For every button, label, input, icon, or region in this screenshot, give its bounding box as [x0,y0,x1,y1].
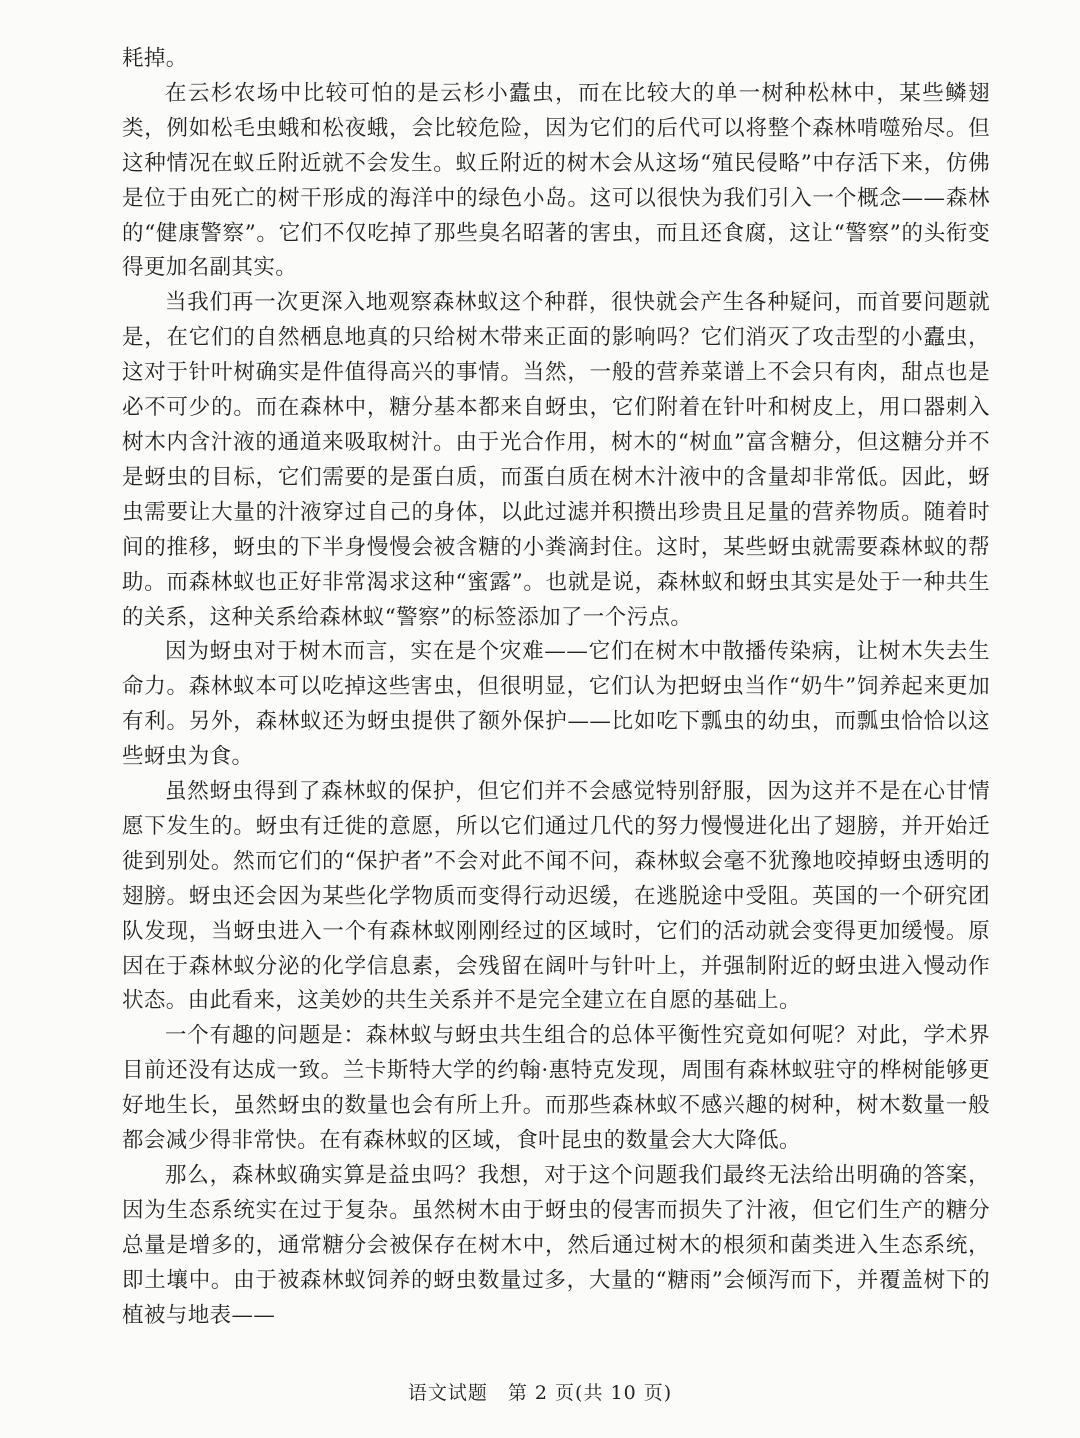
paragraph-1: 在云杉农场中比较可怕的是云杉小蠹虫，而在比较大的单一树种松林中，某些鳞翅类，例如松毛虫蛾和松夜蛾，会比较危险，因为它们的后代可以将整个森林啃噬殆尽。但这种情况在蚁丘附近就不会发生。蚁丘附近的树木会从这场“殖民侵略”中存活下来，仿佛是位于由死亡的树干形成的海洋中的绿色小岛。这可以很快为我们引入一个概念——森林的“健康警察”。它们不仅吃掉了那些臭名昭著的害虫，而且还食腐，这让“警察”的头衔变得更加名副其实。 [122,80,990,281]
paragraph-continuation: 耗掉。 [122,46,188,71]
article-body [122,42,990,1334]
paragraph-5: 一个有趣的问题是：森林蚁与蚜虫共生组合的总体平衡性究竟如何呢？对此，学术界目前还没有达成一致。兰卡斯特大学的约翰·惠特克发现，周围有森林蚁驻守的桦树能够更好地生长，虽然蚜虫的数量也会有所上升。而那些森林蚁不感兴趣的树种，树木数量一般都会减少得非常快。在有森林蚁的区域，食叶昆虫的数量会大大降低。 [122,1023,990,1154]
paragraph-2: 当我们再一次更深入地观察森林蚁这个种群，很快就会产生各种疑问，而首要问题就是，在它们的自然栖息地真的只给树木带来正面的影响吗？它们消灭了攻击型的小蠹虫，这对于针叶树确实是件值得高兴的事情。当然，一般的营养菜谱上不会只有肉，甜点也是必不可少的。而在森林中，糖分基本都来自蚜虫，它们附着在针叶和树皮上，用口器刺入树木内含汁液的通道来吸取树汁。由于光合作用，树木的“树血”富含糖分，但这糖分并不是蚜虫的目标，它们需要的是蛋白质，而蛋白质在树木汁液中的含量却非常低。因此，蚜虫需要让大量的汁液穿过自己的身体，以此过滤并积攒出珍贵且足量的营养物质。随着时间的推移，蚜虫的下半身慢慢会被含糖的小粪滴封住。这时，某些蚜虫就需要森林蚁的帮助。而森林蚁也正好非常渴求这种“蜜露”。也就是说，森林蚁和蚜虫其实是处于一种共生的关系，这种关系给森林蚁“警察”的标签添加了一个污点。 [122,290,990,630]
paragraph-4: 虽然蚜虫得到了森林蚁的保护，但它们并不会感觉特别舒服，因为这并不是在心甘情愿下发生的。蚜虫有迁徙的意愿，所以它们通过几代的努力慢慢进化出了翅膀，并开始迁徙到别处。然而它们的“保护者”不会对此不闻不问，森林蚁会毫不犹豫地咬掉蚜虫透明的翅膀。蚜虫还会因为某些化学物质而变得行动迟缓，在逃脱途中受阻。英国的一个研究团队发现，当蚜虫进入一个有森林蚁刚刚经过的区域时，它们的活动就会变得更加缓慢。原因在于森林蚁分泌的化学信息素，会残留在阔叶与针叶上，并强制附近的蚜虫进入慢动作状态。由此看来，这美妙的共生关系并不是完全建立在自愿的基础上。 [122,779,990,1014]
paragraph-6: 那么，森林蚁确实算是益虫吗？我想，对于这个问题我们最终无法给出明确的答案，因为生态系统实在过于复杂。虽然树木由于蚜虫的侵害而损失了汁液，但它们生产的糖分总量是增多的，通常糖分会被保存在树木中，然后通过树木的根须和菌类进入生态系统，即土壤中。由于被森林蚁饲养的蚜虫数量过多，大量的“糖雨”会倾泻而下，并覆盖树下的植被与地表—— [122,1163,990,1328]
paragraph-3: 因为蚜虫对于树木而言，实在是个灾难——它们在树木中散播传染病，让树木失去生命力。森林蚁本可以吃掉这些害虫，但很明显，它们认为把蚜虫当作“奶牛”饲养起来更加有利。另外，森林蚁还为蚜虫提供了额外保护——比如吃下瓢虫的幼虫，而瓢虫恰恰以这些蚜虫为食。 [122,639,990,770]
page-footer: 语文试题 第 2 页(共 10 页) [407,1382,673,1404]
